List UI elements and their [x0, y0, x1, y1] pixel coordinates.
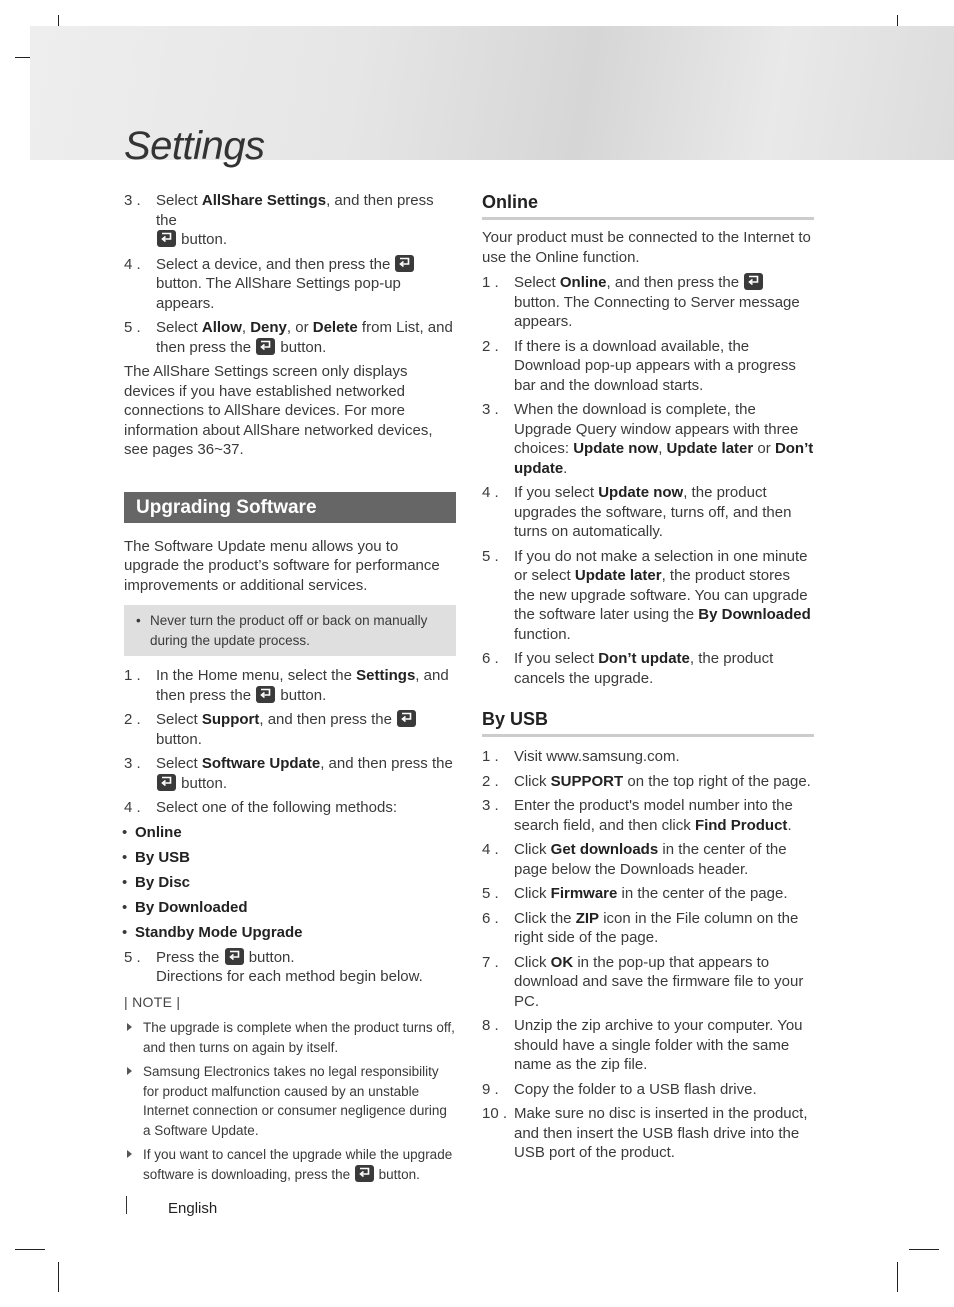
list-item: 3 . Enter the product's model number into the search field, and then click Find Product. — [482, 797, 793, 834]
list-item: 4 . Click Get downloads in the center of the page below the Downloads header. — [482, 841, 787, 878]
enter-icon — [397, 710, 416, 727]
triangle-bullet-icon — [127, 1067, 132, 1075]
enter-icon — [355, 1165, 374, 1182]
enter-icon — [256, 338, 275, 355]
note-item: Samsung Electronics takes no legal responsibility for product malfunction caused by an unstable Internet connection or consumer negligence during a Software Update. — [124, 1062, 456, 1140]
list-item: 6 . If you select Don’t update, the product cancels the upgrade. — [482, 650, 774, 687]
bullet-icon: • — [136, 613, 141, 628]
list-item: 4 . Select one of the following methods: — [124, 799, 397, 816]
left-column — [124, 191, 456, 1189]
list-item: 5 . Select Allow, Deny, or Delete from List, and then press the button. — [124, 319, 453, 356]
list-item: 6 . Click the ZIP icon in the File column on the right side of the page. — [482, 909, 799, 946]
enter-icon — [256, 686, 275, 703]
online-steps — [482, 273, 814, 688]
right-column — [482, 191, 814, 1168]
enter-icon — [225, 948, 244, 965]
page-title: Settings — [124, 124, 265, 168]
usb-steps — [482, 747, 814, 1163]
crop-mark — [909, 1249, 939, 1250]
method-item: • By Downloaded — [122, 898, 248, 916]
list-item: 1 . In the Home menu, select the Settings, and then press the button. — [124, 667, 449, 704]
section-title: Upgrading Software — [124, 492, 456, 523]
list-item: 4 . Select a device, and then press the button. The AllShare Settings pop-up appears. — [124, 255, 456, 314]
footer-language: English — [168, 1200, 218, 1217]
online-title: Online — [482, 191, 814, 220]
list-item: 5 . Click Firmware in the center of the page. — [482, 885, 788, 902]
note-item: If you want to cancel the upgrade while the upgrade software is downloading, press the button. — [124, 1145, 456, 1184]
list-item: 7 . Click OK in the pop-up that appears to download and save the firmware file to your PC. — [482, 953, 804, 1010]
allshare-intro: The AllShare Settings screen only displays devices if you have established networked connections to AllShare devices. For more information about AllShare networked devices, see pages 36~37. — [124, 363, 433, 458]
list-item: 2 . If there is a download available, the Download pop-up appears with a progress bar and the download starts. — [482, 337, 796, 394]
method-list — [92, 823, 456, 943]
list-item: 10 . Make sure no disc is inserted in the product, and then insert the USB flash drive into the USB port of the product. — [482, 1105, 808, 1161]
list-item: 8 . Unzip the zip archive to your computer. You should have a single folder with the same name as the zip file. — [482, 1017, 803, 1073]
list-item: 3 . Select AllShare Settings, and then press the button. — [124, 192, 434, 248]
footer-divider — [126, 1196, 127, 1214]
method-item: • Online — [122, 823, 182, 841]
enter-icon — [157, 230, 176, 247]
caution-box: • Never turn the product off or back on manually during the update process. — [124, 605, 456, 656]
list-item: 2 . Click SUPPORT on the top right of the page. — [482, 772, 811, 790]
method-item: • Standby Mode Upgrade — [122, 923, 303, 941]
list-item: 4 . If you select Update now, the product upgrades the software, turns off, and then turns on automatically. — [482, 484, 792, 540]
triangle-bullet-icon — [127, 1023, 132, 1031]
method-item: • By Disc — [122, 873, 191, 891]
section-intro: The Software Update menu allows you to upgrade the product’s software for performance improvements or additional services. — [124, 537, 440, 594]
list-item: 3 . Select Software Update, and then press the button. — [124, 755, 453, 792]
enter-icon — [157, 774, 176, 791]
crop-mark — [58, 1262, 59, 1292]
note-item: The upgrade is complete when the product turns off, and then turns on again by itself. — [124, 1018, 456, 1057]
enter-icon — [395, 255, 414, 272]
crop-mark — [897, 1262, 898, 1292]
list-item: 2 . Select Support, and then press the button. — [124, 710, 456, 749]
list-item: 9 . Copy the folder to a USB flash drive. — [482, 1080, 757, 1098]
crop-mark — [15, 1249, 45, 1250]
list-item: 5 . Press the button. Directions for each method begin below. — [124, 948, 423, 985]
list-item: 1 . Select Online, and then press the button. The Connecting to Server message appears. — [482, 274, 800, 330]
triangle-bullet-icon — [127, 1150, 132, 1158]
method-item: • By USB — [122, 848, 191, 866]
enter-icon — [744, 273, 763, 290]
online-intro: Your product must be connected to the Internet to use the Online function. — [482, 229, 811, 266]
upgrade-steps — [124, 666, 456, 987]
usb-title: By USB — [482, 708, 814, 737]
note-label: | NOTE | — [124, 993, 181, 1010]
list-item: 1 . Visit www.samsung.com. — [482, 748, 680, 765]
allshare-steps — [124, 191, 456, 357]
list-item: 5 . If you do not make a selection in one minute or select Update later, the product stores the new upgrade software. You can upgrade the software later using the By Downloaded function. — [482, 547, 811, 643]
list-item: 3 . When the download is complete, the Upgrade Query window appears with three choices: Update now, Update later or Don’t update. — [482, 401, 814, 477]
